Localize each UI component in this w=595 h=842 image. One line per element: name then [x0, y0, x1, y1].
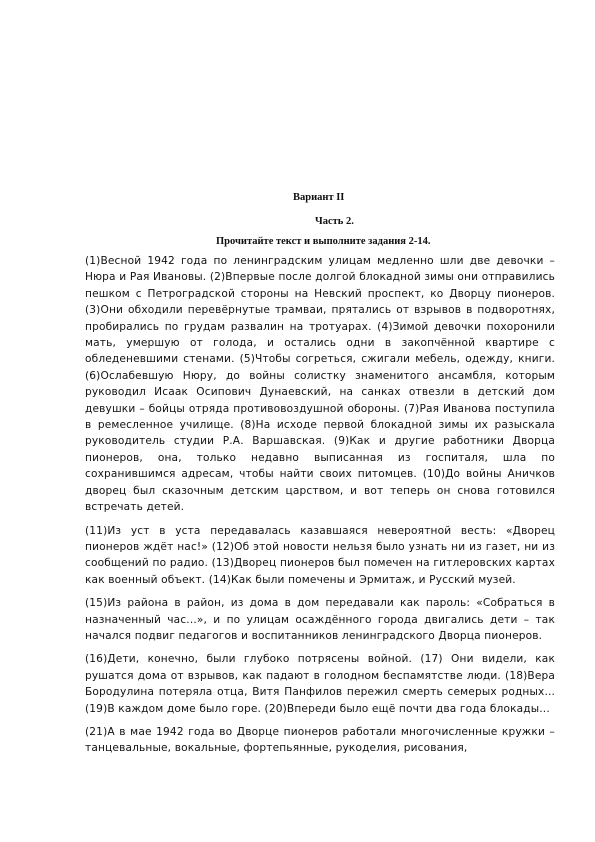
- paragraph-1: (1)Весной 1942 года по ленинградским улицам медленно шли две девочки – Нюра и Рая Ивановы. (2)Впервые после долгой блокадной зимы они отправились пешком с Петроградской стороны на Невский проспект, ко Дворцу пионеров. (3)Они обходили перевёрнутые трамваи, прятались от взрывов в подворотнях, пробирались по грудам развалин на тротуарах. (4)Зимой девочки похоронили мать, умершую от голода, и остались одни в закопчённой квартире с обледеневшими стенами. (5)Чтобы согреться, сжигали мебель, одежду, книги. (6)Ослабевшую Нюру, до войны солистку знаменитого ансамбля, которым руководил Исаак Осипович Дунаевский, на санках отвезли в детский дом девушки – бойцы отряда противовоздушной обороны. (7)Рая Иванова поступила в ремесленное училище. (8)На исходе первой блокадной зимы их разыскала руководитель студии Р.А. Варшавская. (9)Как и другие работники Дворца пионеров, она, только недавно выписанная из госпиталя, шла по сохранившимся адресам, чтобы найти своих питомцев. (10)До войны Аничков дворец был сказочным детским царством, и вот теперь он снова готовился встречать детей.: [85, 255, 555, 514]
- paragraph-4: (16)Дети, конечно, были глубоко потрясены войной. (17) Они видели, как рушатся дома от взрывов, как падают в голодном беспамятстве люди. (18)Вера Бородулина потеряла отца, Витя Панфилов пережил смерть семерых родных... (19)В каждом доме было горе. (20)Впереди было ещё почти два года блокады...: [85, 653, 555, 715]
- part-heading: Часть 2.: [315, 216, 354, 227]
- paragraph-2: (11)Из уст в уста передавалась казавшаяся невероятной весть: «Дворец пионеров ждёт нас!» (12)Об этой новости нельзя было узнать ни из газет, ни из сообщений по радио. (13)Дворец пионеров был помечен на гитлеровских картах как военный объект. (14)Как были помечены и Эрмитаж, и Русский музей.: [85, 524, 555, 586]
- paragraph-5: (21)А в мае 1942 года во Дворце пионеров работали многочисленные кружки – танцевальные, вокальные, фортепьянные, рукоделия, рисования,: [85, 725, 555, 755]
- instruction-heading: Прочитайте текст и выполните задания 2-14.: [216, 236, 431, 247]
- paragraph-3: (15)Из района в район, из дома в дом передавали как пароль: «Собраться в назначенный час...», и по улицам осаждённого города двигались дети – так начался подвиг педагогов и воспитанников ленинградского Дворца пионеров.: [85, 597, 555, 642]
- reading-text: [85, 253, 555, 764]
- variant-heading: Вариант II: [293, 192, 345, 203]
